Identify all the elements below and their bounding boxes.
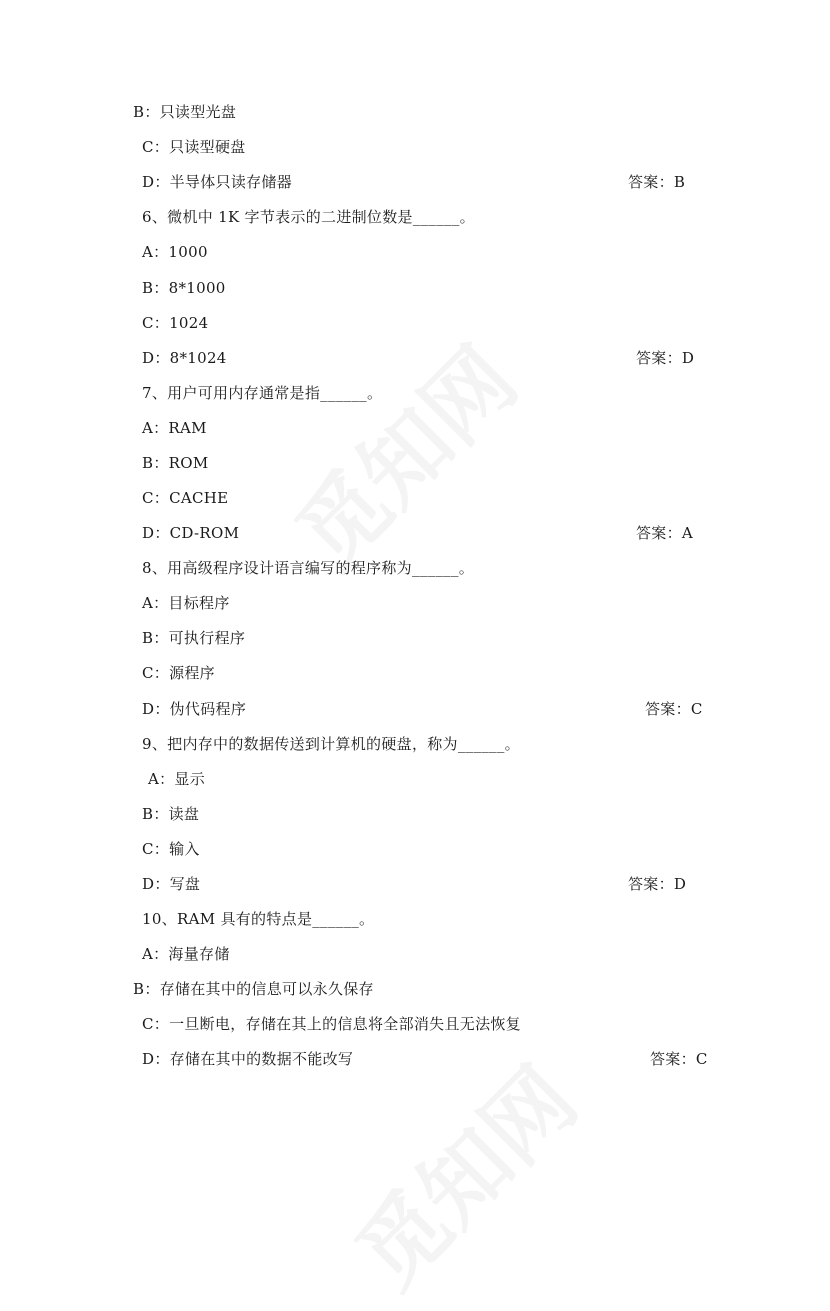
option-line: D：半导体只读存储器 xyxy=(142,173,293,191)
answer-text: 答案：B xyxy=(628,173,686,191)
option-line: B：8*1000 xyxy=(142,279,226,297)
watermark-bottom xyxy=(324,1035,600,1311)
option-line: C：CACHE xyxy=(142,489,229,507)
option-line: D：8*1024 xyxy=(142,349,227,367)
question-line: 8、用高级程序设计语言编写的程序称为______。 xyxy=(142,559,475,577)
option-line: A：显示 xyxy=(148,770,206,788)
option-line: D：写盘 xyxy=(142,875,201,893)
option-line: C：只读型硬盘 xyxy=(142,138,246,156)
watermark-main xyxy=(264,315,540,591)
answer-text: 答案：D xyxy=(628,875,687,893)
question-line: 10、RAM 具有的特点是______。 xyxy=(142,910,375,928)
option-line: C：一旦断电，存储在其上的信息将全部消失且无法恢复 xyxy=(142,1015,521,1033)
option-line: D：存储在其中的数据不能改写 xyxy=(142,1050,354,1068)
question-line: 7、用户可用内存通常是指______。 xyxy=(142,384,383,402)
answer-text: 答案：A xyxy=(636,524,694,542)
answer-text: 答案：D xyxy=(636,349,695,367)
option-line: C：源程序 xyxy=(142,664,215,682)
option-line: B：可执行程序 xyxy=(142,629,246,647)
option-line: A：海量存储 xyxy=(142,945,230,963)
option-line: C：1024 xyxy=(142,314,209,332)
question-line: 9、把内存中的数据传送到计算机的硬盘，称为______。 xyxy=(142,735,520,753)
option-line: D：伪代码程序 xyxy=(142,700,247,718)
option-line: A：目标程序 xyxy=(142,594,230,612)
question-line: 6、微机中 1K 字节表示的二进制位数是______。 xyxy=(142,208,475,226)
option-line: A：1000 xyxy=(142,243,208,261)
option-line: C：输入 xyxy=(142,840,200,858)
answer-text: 答案：C xyxy=(645,700,703,718)
option-line: D：CD-ROM xyxy=(142,524,240,542)
option-line: B：读盘 xyxy=(142,805,200,823)
option-line: B：只读型光盘 xyxy=(133,103,237,121)
option-line: B：ROM xyxy=(142,454,209,472)
option-line: B：存储在其中的信息可以永久保存 xyxy=(133,980,374,998)
answer-text: 答案：C xyxy=(650,1050,708,1068)
option-line: A：RAM xyxy=(142,419,207,437)
